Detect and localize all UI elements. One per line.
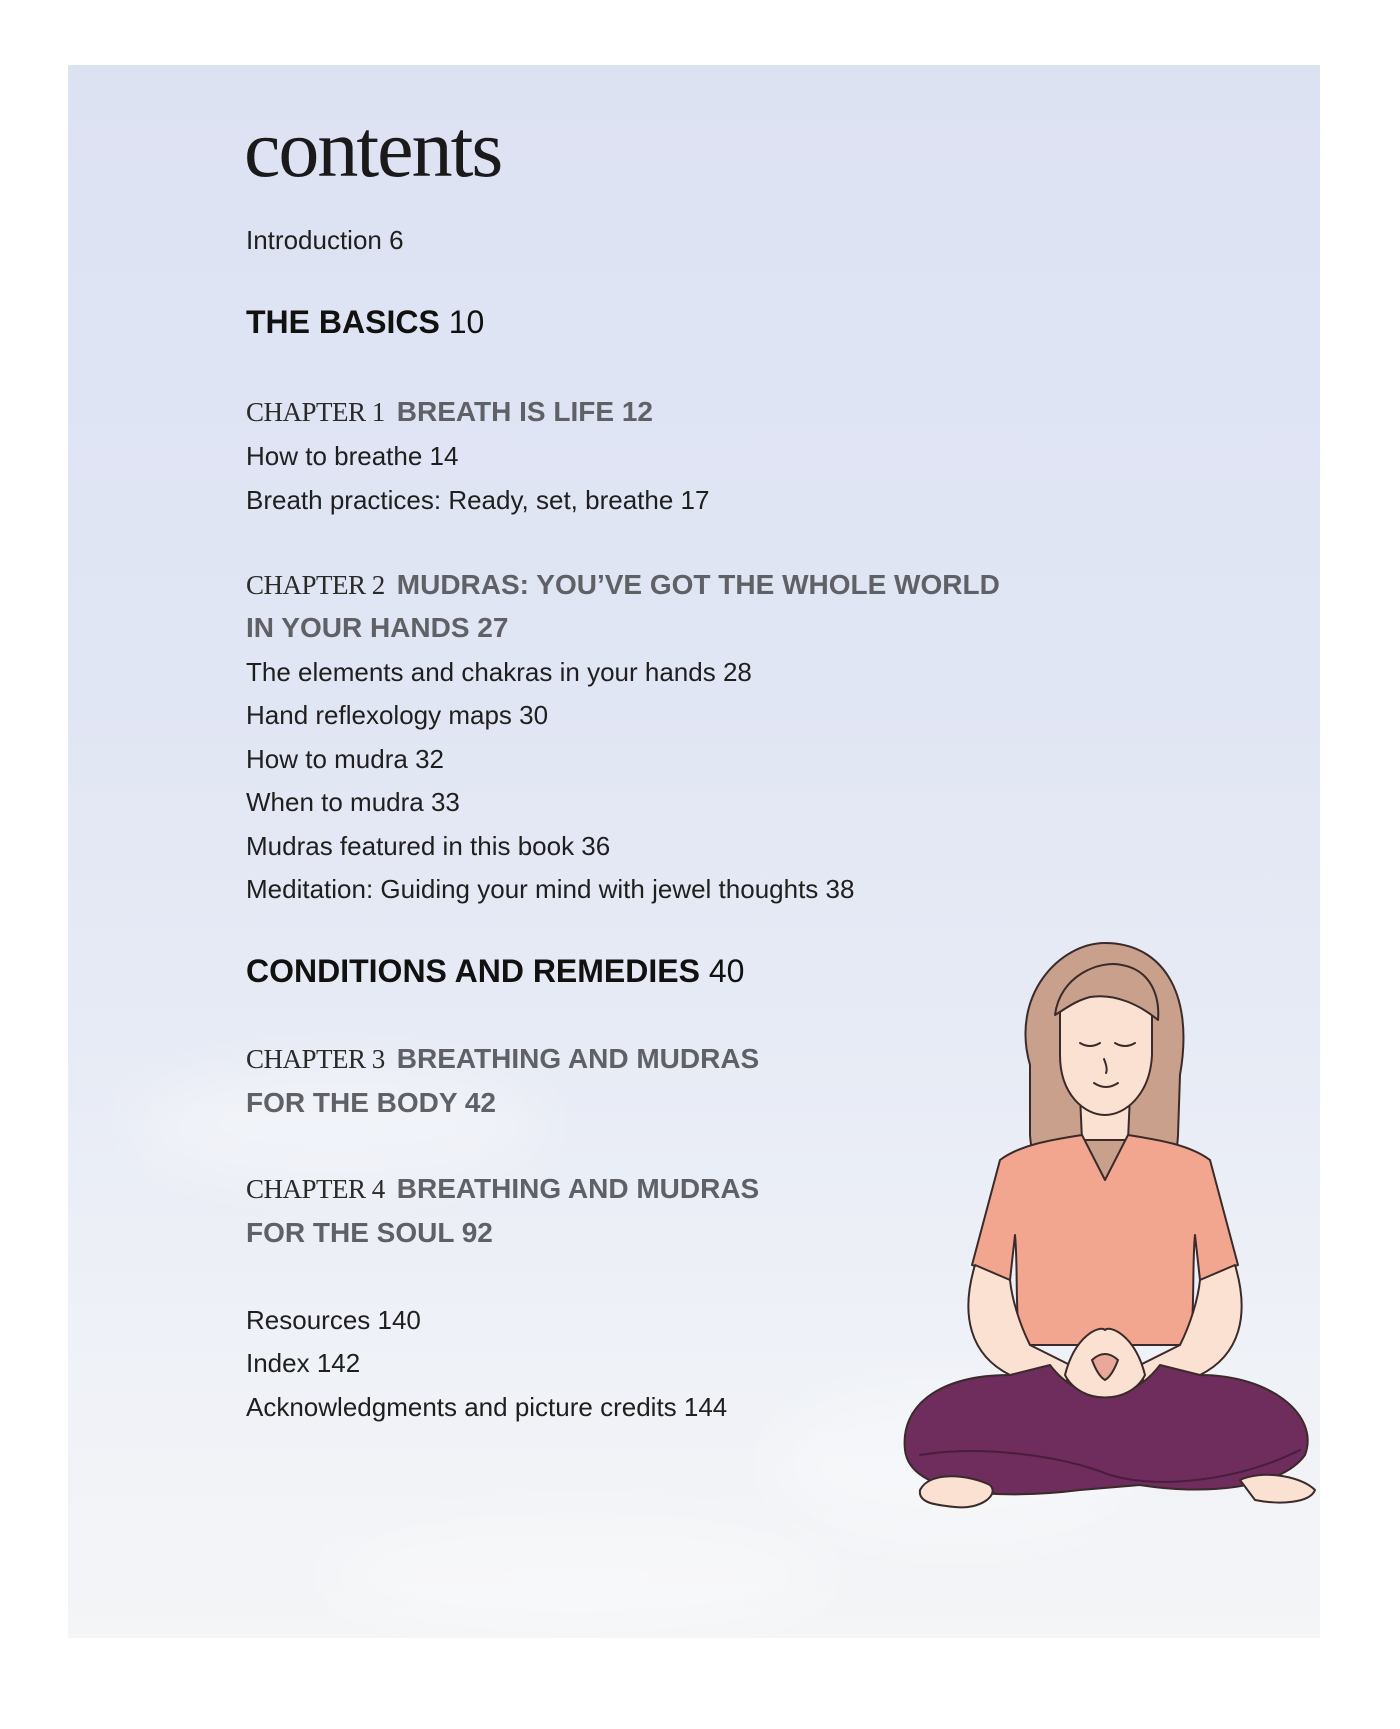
chapter-heading-1 [246, 398, 653, 426]
chapter-title-continued: IN YOUR HANDS 27 [246, 612, 509, 643]
chapter-heading-2 [246, 571, 1000, 599]
section-heading-basics [246, 306, 484, 338]
chapter-title-continued: FOR THE BODY 42 [246, 1087, 496, 1118]
page-title: contents [244, 103, 502, 194]
toc-entry: Meditation: Guiding your mind with jewel thoughts 38 [246, 874, 855, 904]
section-heading-conditions [246, 955, 744, 987]
chapter-label: CHAPTER 1 [246, 397, 385, 427]
meditating-woman-illustration [860, 935, 1340, 1575]
chapter-heading-4 [246, 1175, 759, 1203]
cloud-wisp [318, 1515, 838, 1635]
toc-entry: Mudras featured in this book 36 [246, 831, 611, 861]
toc-entry: How to breathe 14 [246, 441, 459, 471]
toc-entry-resources: Resources 140 [246, 1305, 421, 1335]
toc-entry: The elements and chakras in your hands 28 [246, 657, 752, 687]
chapter-title-continued: FOR THE SOUL 92 [246, 1217, 493, 1248]
chapter-label: CHAPTER 4 [246, 1174, 385, 1204]
chapter-title: BREATHING AND MUDRAS [396, 1043, 760, 1074]
section-name: THE BASICS [246, 304, 440, 340]
chapter-title: MUDRAS: YOU’VE GOT THE WHOLE WORLD [396, 569, 1000, 600]
toc-entry-introduction: Introduction 6 [246, 225, 404, 255]
toc-entry: When to mudra 33 [246, 787, 460, 817]
chapter-label: CHAPTER 2 [246, 570, 385, 600]
cloud-wisp [128, 1065, 548, 1185]
toc-entry-acknowledgments: Acknowledgments and picture credits 144 [246, 1392, 728, 1422]
toc-entry: How to mudra 32 [246, 744, 444, 774]
toc-entry: Hand reflexology maps 30 [246, 700, 549, 730]
chapter-label: CHAPTER 3 [246, 1044, 385, 1074]
section-name: CONDITIONS AND REMEDIES [246, 953, 700, 989]
section-page: 40 [708, 953, 745, 989]
chapter-heading-3 [246, 1045, 759, 1073]
chapter-title: BREATH IS LIFE 12 [396, 396, 653, 427]
chapter-title: BREATHING AND MUDRAS [396, 1173, 760, 1204]
toc-entry: Breath practices: Ready, set, breathe 17 [246, 485, 710, 515]
toc-entry-index: Index 142 [246, 1348, 361, 1378]
section-page: 10 [448, 304, 485, 340]
woman-meditating-cross-legged-icon [905, 943, 1315, 1507]
